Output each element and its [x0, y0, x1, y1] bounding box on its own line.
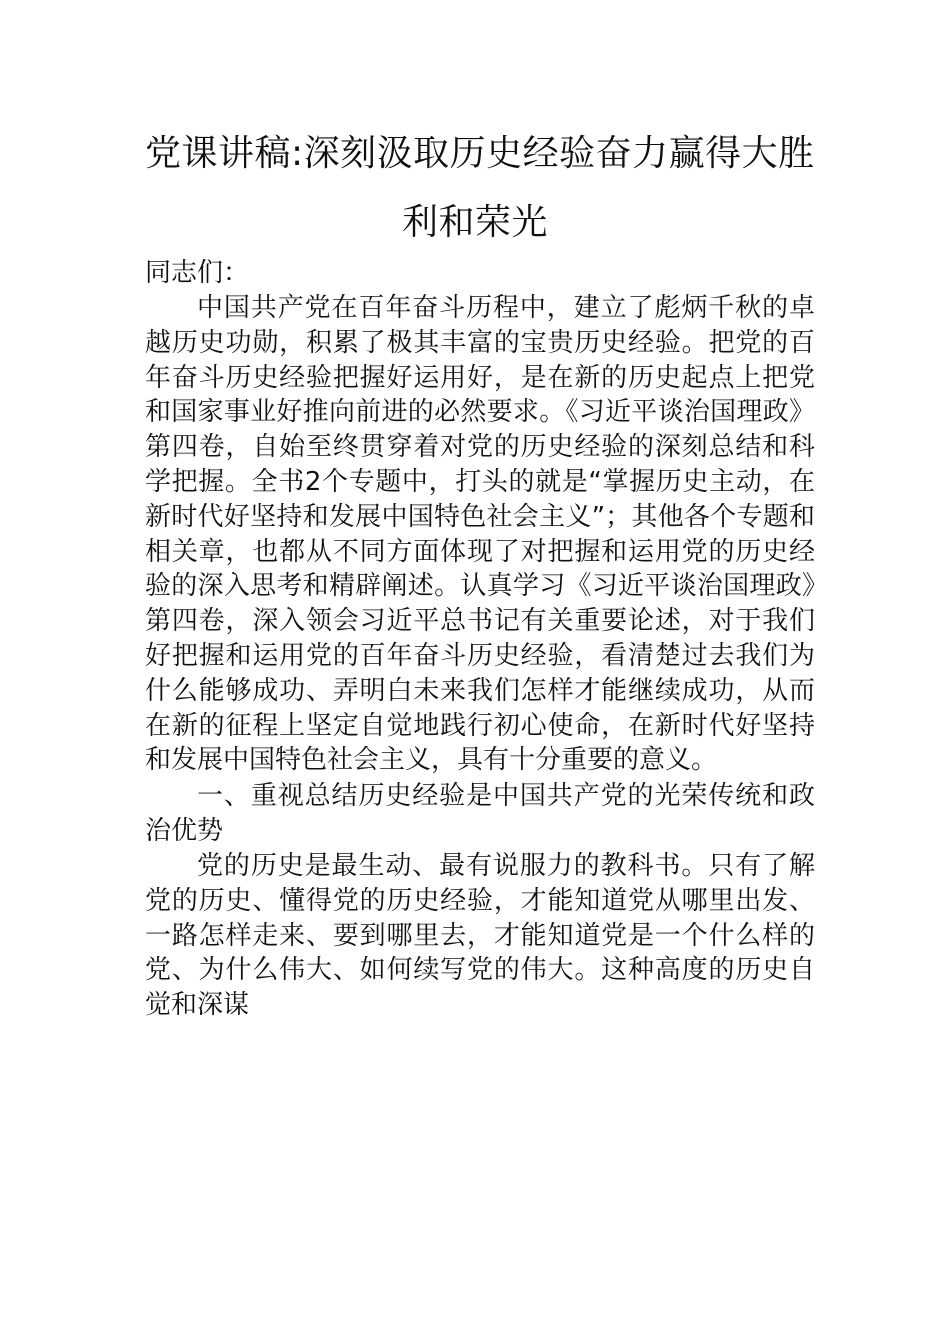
paragraph-intro: 中国共产党在百年奋斗历程中，建立了彪炳千秋的卓越历史功勋，积累了极其丰富的宝贵历史经验。把党的百年奋斗历史经验把握好运用好，是在新的历史起点上把党和国家事业好推向前进的必然要求。《习近平谈治国理政》第四卷，自始至终贯穿着对党的历史经验的深刻总结和科学把握。全书2个专题中，打头的就是“掌握历史主动，在新时代好坚持和发展中国特色社会主义”；其他各个专题和相关章，也都从不同方面体现了对把握和运用党的历史经验的深入思考和精辟阐述。认真学习《习近平谈治国理政》第四卷，深入领会习近平总书记有关重要论述，对于我们好把握和运用党的百年奋斗历史经验，看清楚过去我们为什么能够成功、弄明白未来我们怎样才能继续成功，从而在新的征程上坚定自觉地践行初心使命，在新时代好坚持和发展中国特色社会主义，具有十分重要的意义。 [145, 293, 815, 776]
section-heading-1: 一、重视总结历史经验是中国共产党的光荣传统和政治优势 [145, 781, 815, 846]
document-title-line1: 党课讲稿:深刻汲取历史经验奋力赢得大胜 [145, 133, 815, 174]
salutation: 同志们： [145, 258, 250, 288]
paragraph-section-1: 党的历史是最生动、最有说服力的教科书。只有了解党的历史、懂得党的历史经验，才能知道党从哪里出发、一路怎样走来、要到哪里去，才能知道党是一个什么样的党、为什么伟大、如何续写党的伟大。这种高度的历史自觉和深谋 [145, 851, 815, 1021]
document-title-line2: 利和荣光 [401, 202, 548, 243]
